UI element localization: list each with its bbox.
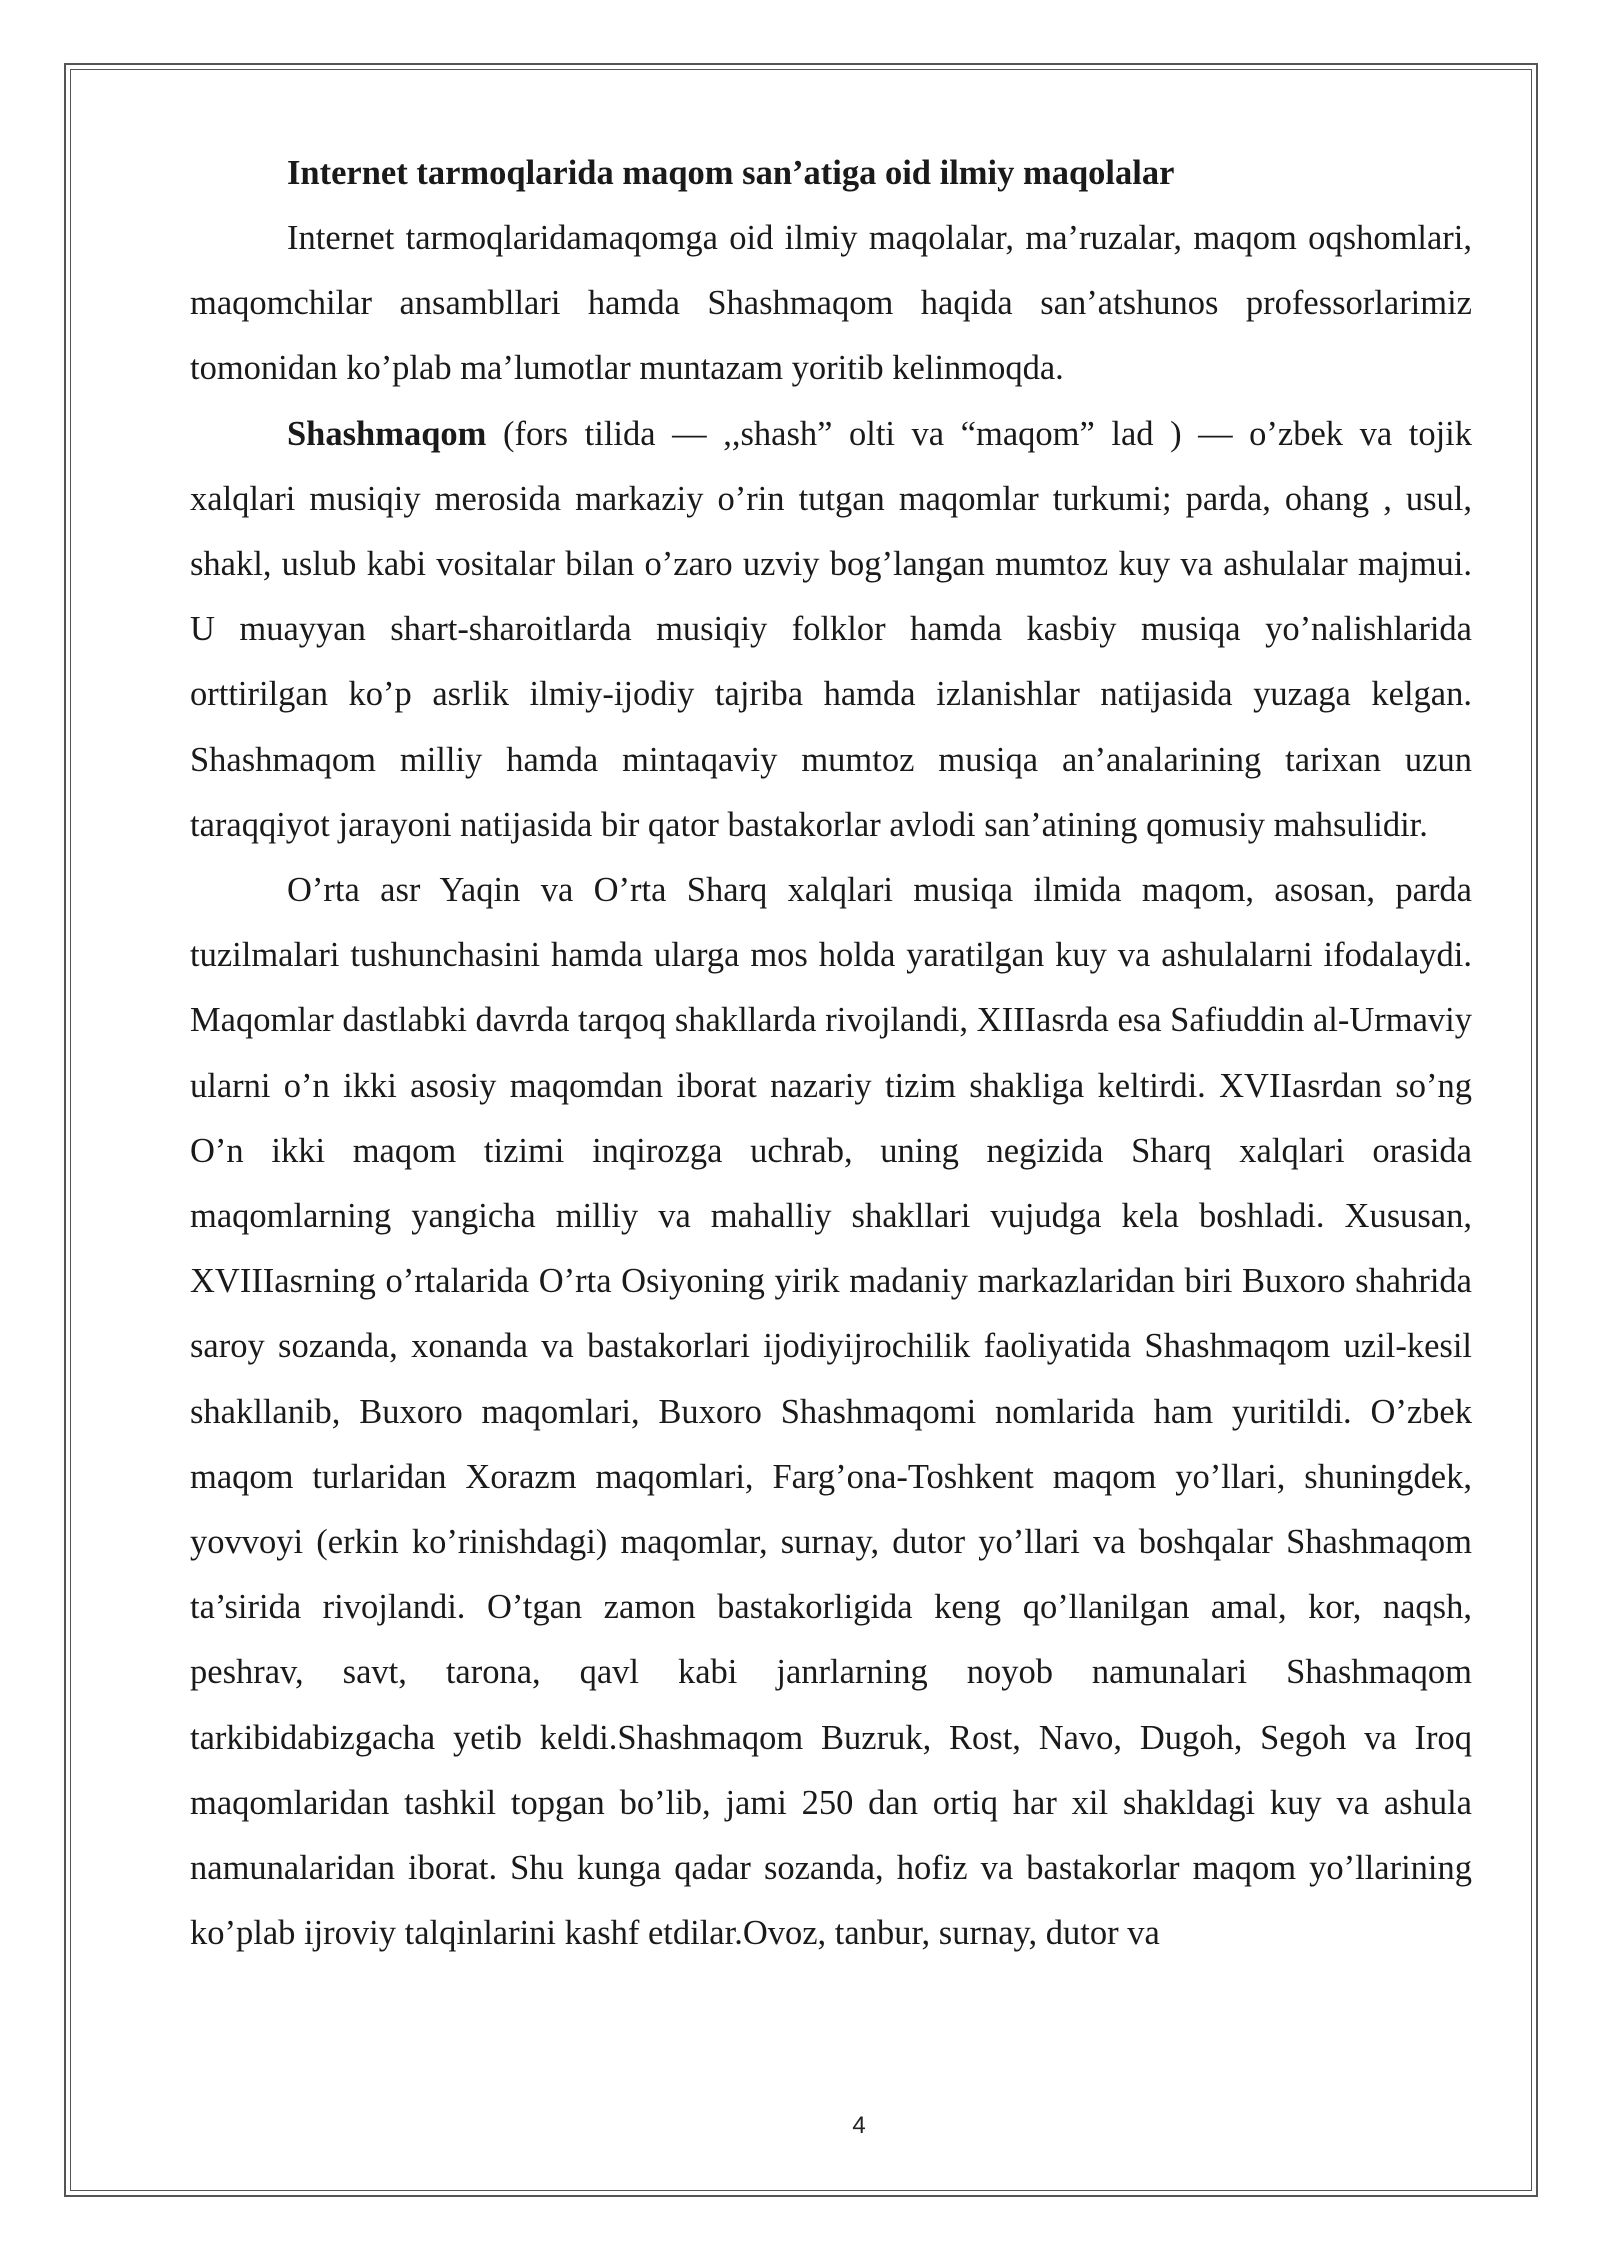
term-shashmaqom: Shashmaqom bbox=[287, 414, 487, 453]
page-number: 4 bbox=[852, 2112, 866, 2139]
paragraph-history-text: O’rta asr Yaqin va O’rta Sharq xalqlari musiqa ilmida maqom, asosan, parda tuzilmalari tushunchasini hamda ularga mos holda yaratilgan kuy va ashulalarni ifodalaydi. Maqomlar dastlabki davrda tarqoq shakllarda rivojlandi, XIIIasrda esa Safiuddin al-Urmaviy ularni o’n ikki asosiy maqomdan iborat nazariy tizim shakliga keltirdi. XVIIasrdan so’ng O’n ikki maqom tizimi inqirozga uchrab, uning negizida Sharq xalqlari orasida maqomlarning yangicha milliy va mahalliy shakllari vujudga kela boshladi. Xususan, XVIIIasrning o’rtalarida O’rta Osiyoning yirik madaniy markazlaridan biri Buxoro shahrida saroy sozanda, xonanda va bastakorlari ijodiyijrochilik faoliyatida Shashmaqom uzil-kesil shakllanib, Buxoro maqomlari, Buxoro Shashmaqomi nomlarida ham yuritildi. O’zbek maqom turlaridan Xorazm maqomlari, Farg’ona-Toshkent maqom yo’llari, shuningdek, yovvoyi (erkin ko’rinishdagi) maqomlar, surnay, dutor yo’llari va boshqalar Shashmaqom ta’sirida rivojlandi. O’tgan zamon bastakorligida keng qo’llanilgan amal, kor, naqsh, peshrav, savt, tarona, qavl kabi janrlarning noyob namunalari Shashmaqom tarkibidabizgacha yetib keldi.Shashmaqom Buzruk, Rost, Navo, Dugoh, Segoh va Iroq maqomlaridan tashkil topgan bo’lib, jami 250 dan ortiq har xil shakldagi kuy va ashula namunalaridan iborat. Shu kunga qadar sozanda, hofiz va bastakorlar maqom yo’llarining ko’plab ijroviy talqinlarini kashf etdilar.Ovoz, tanbur, surnay, dutor va bbox=[190, 871, 1472, 1953]
paragraph-shashmaqom-text: (fors tilida — ,,shash” olti va “maqom” lad ) — o’zbek va tojik xalqlari musiqiy merosida markaziy o’rin tutgan maqomlar turkumi; parda, ohang , usul, shakl, uslub kabi vositalar bilan o’zaro uzviy bog’langan mumtoz kuy va ashulalar majmui. U muayyan shart-sharoitlarda musiqiy folklor hamda kasbiy musiqa yo’nalishlarida orttirilgan ko’p asrlik ilmiy-ijodiy tajriba hamda izlanishlar natijasida yuzaga kelgan. Shashmaqom milliy hamda mintaqaviy mumtoz musiqa an’analarining tarixan uzun taraqqiyot jarayoni natijasida bir qator bastakorlar avlodi san’atining qomusiy mahsulidir. bbox=[190, 414, 1472, 844]
paragraph-intro bbox=[190, 206, 1472, 402]
paragraph-shashmaqom-definition bbox=[190, 402, 1472, 858]
section-heading: Internet tarmoqlarida maqom san’atiga oid ilmiy maqolalar bbox=[287, 154, 1175, 192]
paragraph-intro-text: Internet tarmoqlaridamaqomga oid ilmiy maqolalar, ma’ruzalar, maqom oqshomlari, maqomchilar ansambllari hamda Shashmaqom haqida san’atshunos professorlarimiz tomonidan ko’plab ma’lumotlar muntazam yoritib kelinmoqda. bbox=[190, 219, 1472, 388]
paragraph-history bbox=[190, 858, 1472, 1966]
document-body bbox=[190, 141, 1472, 1966]
